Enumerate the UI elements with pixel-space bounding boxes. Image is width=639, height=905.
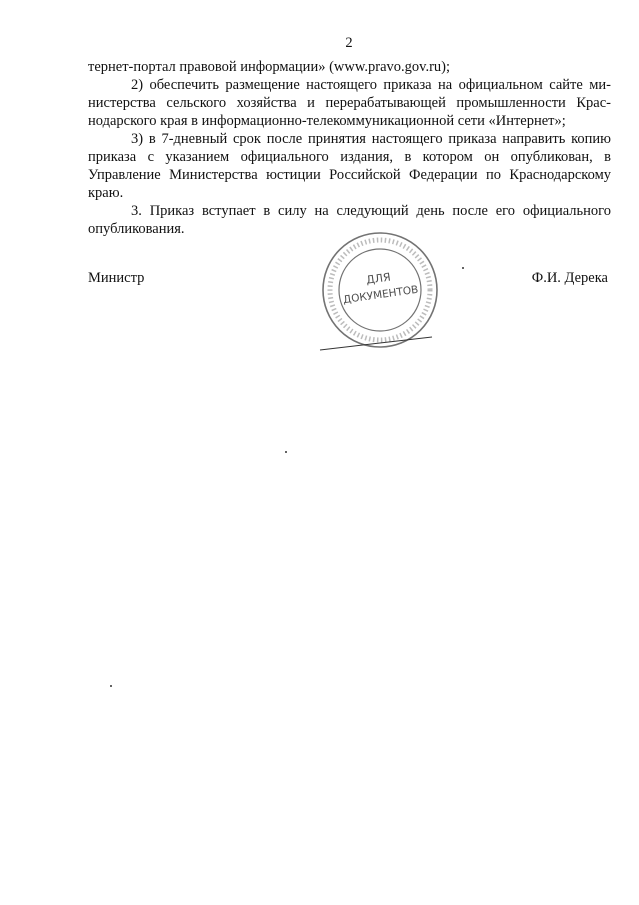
stamp-text-line2: ДОКУМЕНТОВ bbox=[342, 283, 420, 307]
scan-speck bbox=[110, 685, 112, 687]
body-line: 3) в 7-дневный срок после принятия настоящего приказа направить копию bbox=[131, 131, 611, 147]
stamp-text-line1: ДЛЯ bbox=[365, 270, 392, 287]
body-line: Управление Министерства юстиции Российской Федерации по Краснодарскому bbox=[88, 167, 611, 183]
body-line: приказа с указанием официального издания, в котором он опубликован, в bbox=[88, 149, 611, 165]
signatory-name: Ф.И. Дерека bbox=[531, 270, 608, 286]
body-line: тернет-портал правовой информации» (www.pravo.gov.ru); bbox=[88, 59, 451, 75]
body-line: краю. bbox=[88, 185, 124, 201]
signature-underline bbox=[320, 337, 432, 350]
signatory-position: Министр bbox=[88, 270, 145, 286]
body-line: нистерства сельского хозяйства и перерабатывающей промышленности Крас- bbox=[88, 95, 611, 111]
scan-speck bbox=[285, 451, 287, 453]
body-line: опубликования. bbox=[88, 221, 185, 237]
official-stamp bbox=[308, 224, 452, 358]
body-line: нодарского края в информационно-телекоммуникационной сети «Интернет»; bbox=[88, 113, 566, 129]
body-line: 2) обеспечить размещение настоящего приказа на официальном сайте ми- bbox=[131, 77, 611, 93]
scan-speck bbox=[462, 267, 464, 269]
body-line: 3. Приказ вступает в силу на следующий день после его официального bbox=[131, 203, 611, 219]
page-number: 2 bbox=[345, 35, 353, 51]
